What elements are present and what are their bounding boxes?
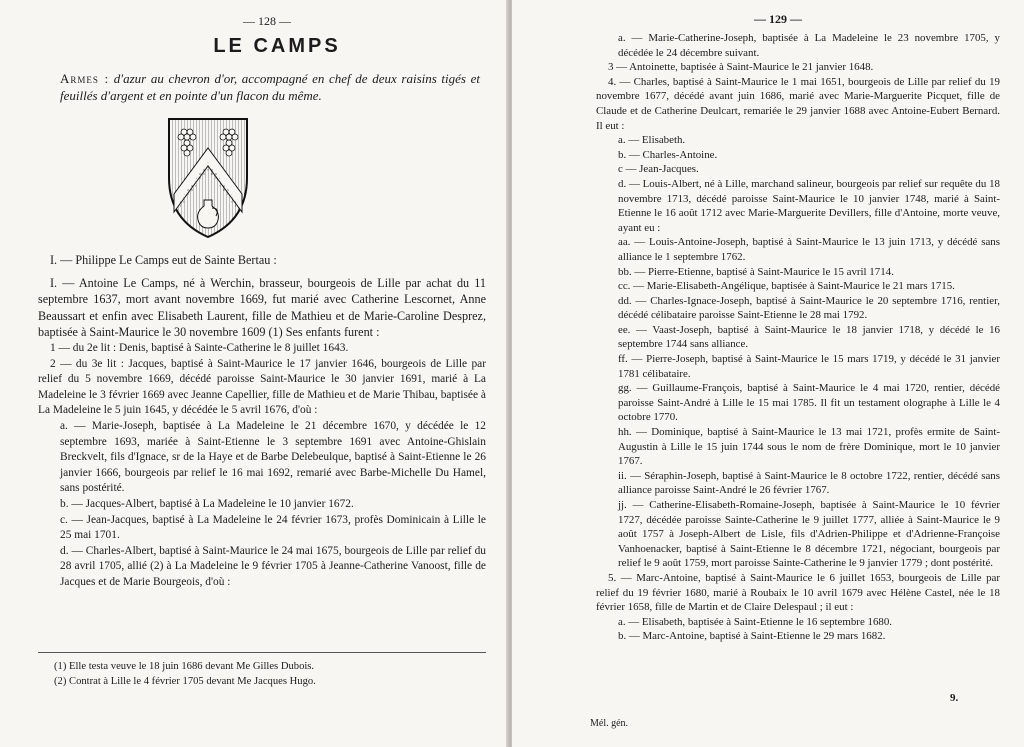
paragraph: a. — Elisabeth. [618,134,686,147]
paragraph: b. — Marc-Antoine, baptisé à Saint-Etienne le 29 mars 1682. [618,630,886,643]
paragraph: b. — Charles-Antoine. [618,148,718,161]
armes-text: d'azur au chevron d'or, accompagné en chef de deux raisins tigés et feuillés d'argent et en pointe d'un flacon du même. [60,71,481,103]
paragraph: ii. — Séraphin-Joseph, baptisé à Saint-Maurice le 8 octobre 1722, rentier, décédé sans alliance paroisse Saint-André le 26 février 1767. [618,469,1000,497]
paragraph: dd. — Charles-Ignace-Joseph, baptisé à Saint-Maurice le 20 septembre 1716, rentier, décédé célibataire paroisse Saint-Etienne le 28 mai 1792. [618,294,1000,322]
footnotes [38,652,486,689]
paragraph: 1 — du 2e lit : Denis, baptisé à Sainte-Catherine le 8 juillet 1643. [50,341,349,354]
paragraph: b. — Jacques-Albert, baptisé à La Madeleine le 10 janvier 1672. [60,497,354,510]
coat-of-arms-shield [166,116,486,242]
paragraph: ff. — Pierre-Joseph, baptisé à Saint-Maurice le 15 mars 1719, y décédé le 31 janvier 1781 célibataire. [618,353,1000,380]
left-page [0,0,508,747]
paragraph: hh. — Dominique, baptisé à Saint-Maurice le 13 mai 1721, profès ermite de Saint-Augustin à Lille le 15 juin 1744 sous le nom de frère Dominique, mort le 10 janvier 1767. [618,426,1000,468]
paragraph: a. — Elisabeth, baptisée à Saint-Etienne le 16 septembre 1680. [618,615,892,628]
page-title: LE CAMPS [213,35,341,57]
shield-icon [166,116,250,240]
paragraph: aa. — Louis-Antoine-Joseph, baptisé à Saint-Maurice le 13 juin 1713, y décédé sans alliance le 1 septembre 1762. [618,236,1000,263]
paragraph: ee. — Vaast-Joseph, baptisé à Saint-Maurice le 18 janvier 1718, y décédé le 16 septembre 1744 sans alliance. [618,323,1000,351]
footnote: (2) Contrat à Lille le 4 février 1705 devant Me Jacques Hugo. [54,676,316,687]
paragraph: a. — Marie-Joseph, baptisée à La Madeleine le 21 décembre 1670, y décédée le 12 septembre 1693, mariée à Saint-Etienne le 3 septembre 1691 avec Antoine-Ghislain Breckvelt, fils d'Ignace, sr de la Haye et de Barbe Delebeulque, baptisé à Saint-Etienne le 26 janvier 1666, bourgeois par relief le 16 mai 1692, remarié avec Barbe-Michelle Du Hamel, sans postérité. [60,419,486,495]
paragraph: gg. — Guillaume-François, baptisé à Saint-Maurice le 4 mai 1720, rentier, décédé paroisse Saint-André à Lille le 15 mai 1785. Il fit un testament olographe à Lille le 4 octobre 1770. [618,382,1000,424]
paragraph: bb. — Pierre-Etienne, baptisé à Saint-Maurice le 15 avril 1714. [618,265,894,278]
paragraph: d. — Louis-Albert, né à Lille, marchand salineur, bourgeois par relief sur requête du 18 novembre 1713, décédé paroisse Saint-Maurice le 10 janvier 1748, marié à Saint-Etienne le 16 août 1712 avec Marie-Marguerite Devillers, fille d'Antoine, morte veuve, ayant eu : [618,177,1000,234]
right-page [512,0,1024,747]
paragraph: I. — Philippe Le Camps eut de Sainte Bertau : [50,253,277,267]
page-number: — 128 — [243,14,291,28]
paragraph: I. — Antoine Le Camps, né à Werchin, brasseur, bourgeois de Lille par achat du 11 septembre 1637, mort avant novembre 1669, fut marié avec Catherine Lescornet, Anne Beaussart et enfin avec Elisabeth Laurent, fille de Mathieu et de Marie-Caroline Desprez, baptisée à Saint-Maurice le 30 novembre 1609 (1) Ses enfants furent : [38,275,486,340]
armes-label: Armes : [60,71,110,86]
paragraph: a. — Marie-Catherine-Joseph, baptisée à La Madeleine le 23 novembre 1705, y décédée le 24 décembre suivant. [618,32,1000,59]
paragraph: 2 — du 3e lit : Jacques, baptisé à Saint-Maurice le 17 janvier 1646, bourgeois de Lille par relief du 5 novembre 1669, décédé paroisse Saint-Maurice le 30 janvier 1691, marié à La Madeleine le 3 février 1669 avec Jeanne Capellier, fille de Mathieu et de Marie Thibau, baptisée à La Madeleine le 5 juin 1645, y décédée le 5 avril 1676, d'où : [38,357,486,417]
paragraph: 3 — Antoinette, baptisée à Saint-Maurice le 21 janvier 1648. [608,61,874,74]
signature-mark: Mél. gén. [590,718,629,729]
paragraph: cc. — Marie-Elisabeth-Angélique, baptisée à Saint-Maurice le 21 mars 1715. [618,280,955,293]
paragraph: c — Jean-Jacques. [618,163,699,176]
paragraph: jj. — Catherine-Elisabeth-Romaine-Joseph, baptisée à Saint-Maurice le 10 février 1727, décédée paroisse Sainte-Catherine le 9 juillet 1777, alliée à Saint-Maurice le 9 août 1757 à Joseph-Albert de Lisle, fils d'Adrien-Philippe et d'Adrienne-Françoise Vanhoenacker, baptisé à Saint-Etienne le 8 décembre 1721, négociant, bourgeois par relief le 9 août 1759, mort paroisse Sainte-Catherine le 9 janvier 1779 ; dont postérité. [618,499,1000,570]
paragraph: 4. — Charles, baptisé à Saint-Maurice le 1 mai 1651, bourgeois de Lille par relief du 19 novembre 1677, décédé avant juin 1686, marié avec Marie-Marguerite Picquet, fille de Claude et de Catherine Deulcart, remariée le 29 janvier 1688 avec Antoine-Eubert Bernard. Il eut : [596,75,1000,132]
footnote: (1) Elle testa veuve le 18 juin 1686 devant Me Gilles Dubois. [54,661,315,672]
paragraph: c. — Jean-Jacques, baptisé à La Madeleine le 24 février 1673, profès Dominicain à Lille le 25 mai 1701. [60,513,486,542]
page-number: — 129 — [754,12,802,26]
signature-number: 9. [950,692,959,704]
coat-of-arms-description [60,70,480,104]
paragraph: d. — Charles-Albert, baptisé à Saint-Maurice le 24 mai 1675, bourgeois de Lille par relief du 28 avril 1705, allié (2) à La Madeleine le 9 février 1705 à Jeanne-Catherine Vanoost, fille de Jacques et de Marie Bourgeois, d'où : [60,544,486,588]
paragraph: 5. — Marc-Antoine, baptisé à Saint-Maurice le 6 juillet 1653, bourgeois de Lille par relief du 19 février 1680, marié à Roubaix le 10 avril 1679 avec Hélène Castel, née le 18 février 1658, fille de Martin et de Claire Delespaul ; il eut : [596,571,1000,614]
